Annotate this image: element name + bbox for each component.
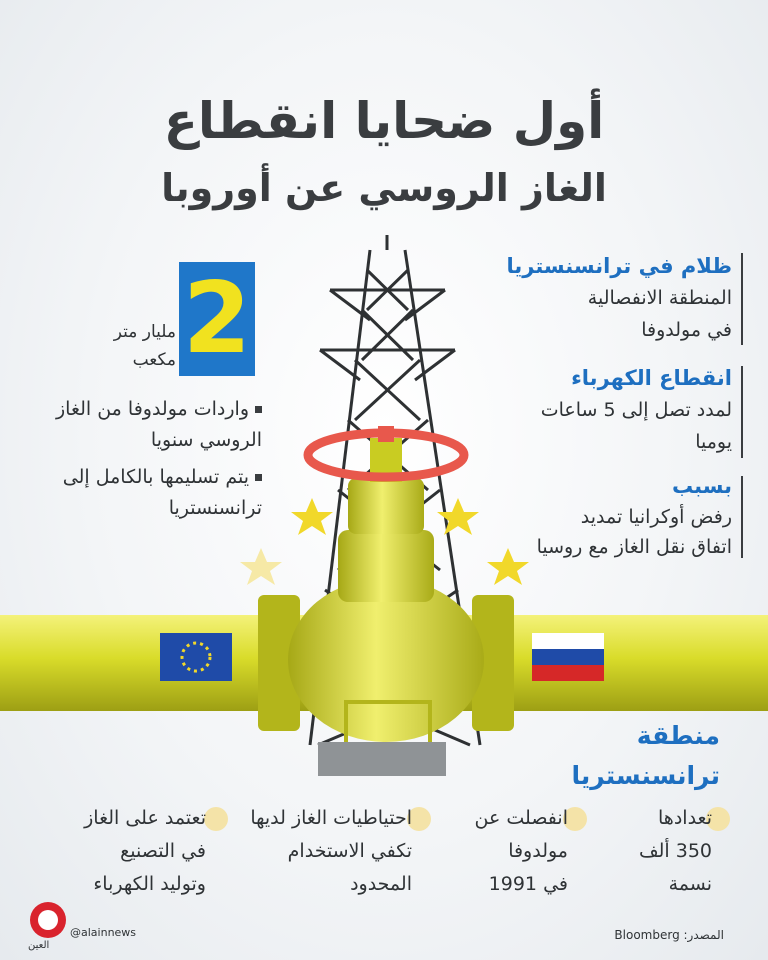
faded-star-icon [240,548,282,585]
logo-text: العين [28,940,50,951]
stat-unit [100,318,176,374]
concrete-base [318,742,446,776]
fact-item: تعتمد على الغاز في التصنيع وتوليد الكهرباء [84,807,206,895]
info-block [470,362,732,458]
bullet-icon [255,406,262,413]
info-text: اتفاق نقل الغاز مع روسيا [536,536,732,558]
info-block [470,470,732,562]
source-label: المصدر: [683,928,724,942]
region-line-2: ترانسنستريا [571,761,720,790]
info-text: في مولدوفا [641,319,732,341]
fact-item: انفصلت عن مولدوفا في 1991 [474,807,568,895]
info-heading: ظلام في ترانسنستريا [506,254,732,278]
stat-unit-line-1: مليار متر [113,322,176,342]
left-bullets [30,394,262,524]
region-heading [520,716,720,796]
info-heading: بسبب [671,474,732,498]
divider [741,366,743,458]
info-text: يوميا [695,431,732,453]
title-line-2: الغاز الروسي عن أوروبا [161,166,607,210]
divider [741,253,743,345]
valve-body [288,578,484,742]
source-name: Bloomberg [614,928,680,942]
info-text: المنطقة الانفصالية [587,287,732,309]
stat-number-box [179,262,255,376]
stat-unit-line-2: مكعب [132,350,176,370]
divider [741,476,743,558]
info-text: رفض أوكرانيا تمديد [580,506,732,528]
info-block [470,250,732,346]
fact-item: احتياطيات الغاز لديها تكفي الاستخدام المحدود [250,807,412,895]
stat-number: 2 [182,262,252,376]
alain-logo-icon [30,902,66,938]
title-line-1: أول ضحايا انقطاع [163,92,605,150]
eu-flag-icon [160,633,232,681]
fact-item: تعدادها 350 ألف نسمة [638,807,712,895]
russia-flag-icon [532,633,604,681]
region-line-1: منطقة [636,721,720,750]
source [600,928,724,942]
info-text: لمدد تصل إلى 5 ساعات [540,399,732,421]
moon-icon [204,807,228,831]
bullet-icon [255,474,262,481]
bullet-item: واردات مولدوفا من الغاز الروسي سنويا [55,398,262,451]
bullet-item: يتم تسليمها بالكامل إلى ترانسنستريا [62,466,262,519]
info-heading: انقطاع الكهرباء [571,366,732,390]
social-handle: @alainnews [70,926,137,939]
